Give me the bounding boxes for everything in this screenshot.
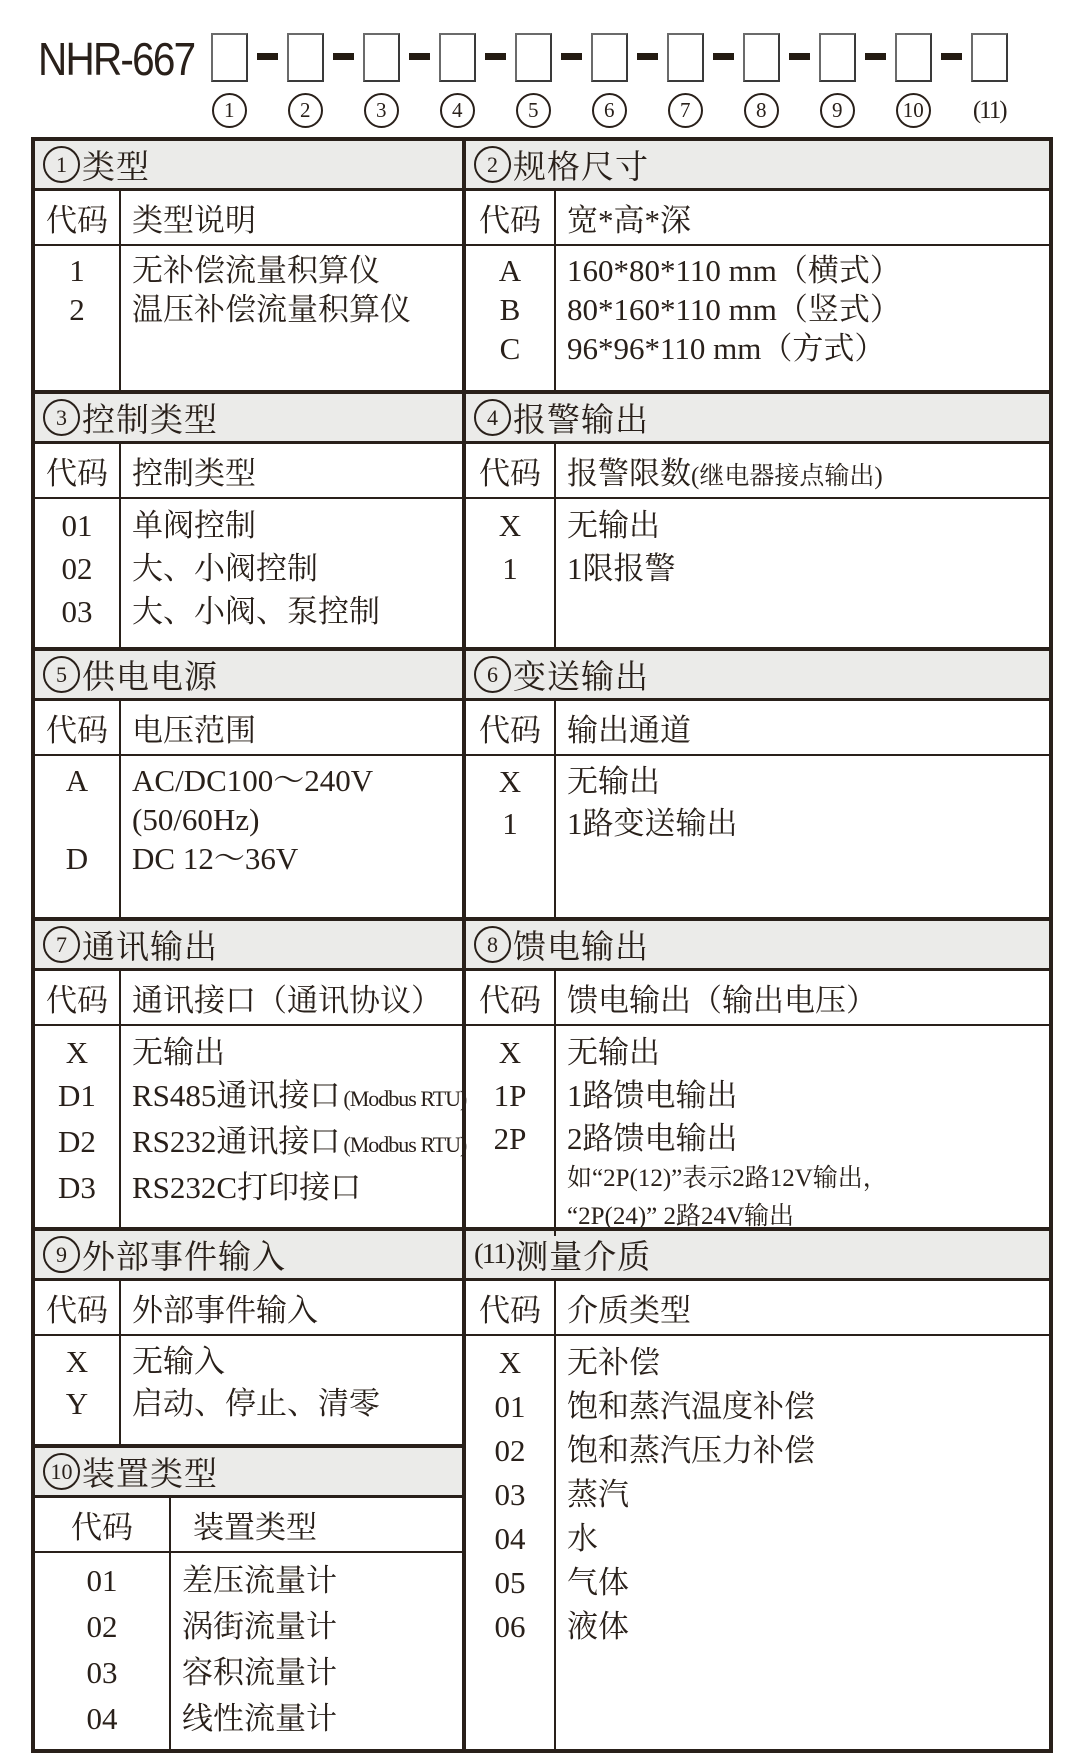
row-code: 2 (69, 292, 85, 327)
desc-header: 类型说明 (132, 203, 256, 238)
table-row (35, 290, 462, 329)
row-code: 01 (494, 1389, 526, 1424)
row-desc: 1限报警 (567, 551, 676, 586)
model-digit-slot (586, 28, 633, 128)
row-code: 04 (86, 1701, 118, 1736)
table-row (35, 1604, 462, 1650)
section-title: 类型 (82, 150, 150, 186)
row-desc: 无补偿流量积算仪 (132, 253, 380, 288)
section-header (35, 921, 462, 971)
row-desc: 差压流量计 (182, 1563, 337, 1598)
row-code: 01 (86, 1563, 118, 1598)
column-divider (119, 1281, 121, 1444)
row-desc: 饱和蒸汽温度补偿 (567, 1389, 815, 1424)
circled-number: 8 (744, 93, 779, 128)
row-desc: RS485通讯接口 (Modbus RTU) (132, 1078, 467, 1113)
row-code: 04 (494, 1521, 526, 1556)
row-desc: 气体 (567, 1565, 629, 1600)
row-desc: 液体 (567, 1609, 629, 1644)
model-digit-slot (814, 28, 861, 128)
model-number-strip (38, 28, 1013, 128)
row-code: C (499, 331, 521, 366)
section-header (35, 394, 462, 444)
row-code: X (498, 1345, 522, 1380)
row-desc: 大、小阀控制 (132, 551, 318, 586)
section-power-supply (35, 647, 462, 917)
dash-separator (485, 53, 506, 60)
row-desc: DC 12～36V (132, 841, 299, 876)
code-header: 代码 (46, 456, 108, 491)
desc-header: 装置类型 (193, 1510, 317, 1545)
row-desc: 80*160*110 mm（竖式） (567, 292, 901, 327)
dash-separator (713, 53, 734, 60)
row-desc: 单阀控制 (132, 508, 256, 543)
row-desc: 无输入 (132, 1344, 225, 1379)
section-number: 5 (43, 656, 80, 693)
section-device-type (35, 1444, 462, 1749)
column-divider (119, 444, 121, 647)
model-digit-box (591, 33, 628, 82)
column-divider (169, 1498, 171, 1749)
row-desc: 涡街流量计 (182, 1609, 337, 1644)
model-prefix: NHR-667 (38, 33, 195, 85)
section-title: 控制类型 (82, 403, 218, 439)
desc-header: 介质类型 (567, 1293, 691, 1328)
section-title: 外部事件输入 (82, 1240, 286, 1276)
code-header: 代码 (71, 1510, 133, 1545)
model-digit-box (895, 33, 932, 82)
dash-separator (941, 53, 962, 60)
model-digit-box (971, 33, 1008, 82)
section-number: 2 (474, 146, 511, 183)
row-code: X (65, 1035, 89, 1070)
row-desc-note: (Modbus RTU) (343, 1086, 467, 1111)
section-title: 供电电源 (82, 660, 218, 696)
table-row (35, 504, 462, 547)
position-number (668, 93, 703, 128)
column-divider (554, 444, 556, 647)
desc-header: 输出通道 (567, 713, 691, 748)
circled-number: 10 (896, 93, 931, 128)
section-transmit-output (466, 647, 1049, 917)
row-desc: 无输出 (132, 1035, 225, 1070)
circled-number: 5 (516, 93, 551, 128)
dash-separator (409, 53, 430, 60)
model-digit-slot (662, 28, 709, 128)
desc-header: 馈电输出（输出电压） (567, 983, 877, 1018)
section-header (35, 651, 462, 701)
model-digit-slots (206, 28, 1013, 128)
section-number: 10 (43, 1453, 80, 1490)
dash-separator (637, 53, 658, 60)
position-number (288, 93, 323, 128)
position-number (896, 93, 931, 128)
column-divider (119, 191, 121, 390)
row-code: X (498, 508, 522, 543)
row-desc: 无输出 (567, 508, 660, 543)
section-title: 变送输出 (513, 660, 649, 696)
row-code: X (65, 1344, 89, 1379)
section-communication-output (35, 917, 467, 1227)
row-code: D (65, 841, 89, 876)
code-header: 代码 (479, 713, 541, 748)
table-row (35, 800, 462, 839)
dash-separator (257, 53, 278, 60)
row-desc: 容积流量计 (182, 1655, 337, 1690)
section-title: 通讯输出 (82, 930, 218, 966)
section-alarm-output (466, 390, 1049, 647)
position-number (440, 93, 475, 128)
row-desc: “2P(24)” 2路24V输出 (567, 1203, 795, 1230)
model-digit-slot (282, 28, 329, 128)
column-divider (119, 971, 121, 1227)
section-number: 6 (474, 656, 511, 693)
section-header (35, 1448, 462, 1498)
circled-number: 9 (820, 93, 855, 128)
circled-number: 2 (288, 93, 323, 128)
section-number: 1 (43, 146, 80, 183)
table-row (35, 1650, 462, 1696)
desc-header: 电压范围 (132, 713, 256, 748)
table-row (35, 1383, 462, 1425)
desc-header: 宽*高*深 (567, 203, 691, 238)
section-title: 测量介质 (515, 1240, 652, 1276)
table-row (35, 1558, 462, 1604)
circled-number: 4 (440, 93, 475, 128)
section-header (35, 141, 462, 191)
section-type (35, 141, 462, 390)
row-code: 06 (494, 1609, 526, 1644)
row-code: 05 (494, 1565, 526, 1600)
model-digit-box (439, 33, 476, 82)
model-digit-box (743, 33, 780, 82)
dash-separator (561, 53, 582, 60)
section-header (466, 651, 1049, 701)
section-feed-power-output (466, 917, 1049, 1230)
model-digit-slot (510, 28, 557, 128)
row-code: X (498, 764, 522, 799)
section-dimensions (466, 141, 1049, 390)
section-number: 4 (474, 399, 511, 436)
row-code (466, 1198, 554, 1236)
code-header: 代码 (46, 713, 108, 748)
row-code: 1 (502, 806, 518, 841)
code-header: 代码 (479, 203, 541, 238)
section-header (466, 141, 1049, 191)
row-code: 02 (494, 1433, 526, 1468)
row-desc: 饱和蒸汽压力补偿 (567, 1433, 815, 1468)
circled-number: 1 (212, 93, 247, 128)
row-desc: 水 (567, 1521, 598, 1556)
row-desc: RS232通讯接口 (Modbus RTU) (132, 1124, 467, 1159)
row-code: 1P (493, 1078, 527, 1113)
section-header (466, 394, 1049, 444)
model-digit-box (667, 33, 704, 82)
model-digit-box (515, 33, 552, 82)
position-number (212, 93, 247, 128)
circled-number: 6 (592, 93, 627, 128)
model-digit-slot (966, 28, 1013, 128)
table-row (35, 1120, 467, 1166)
dash-separator (865, 53, 886, 60)
selection-table (31, 137, 1053, 1753)
column-divider (554, 701, 556, 917)
row-desc: 160*80*110 mm（横式） (567, 253, 901, 288)
row-code (466, 1160, 554, 1198)
row-code: 03 (494, 1477, 526, 1512)
section-number: 3 (43, 399, 80, 436)
row-code: 2P (493, 1121, 527, 1156)
row-desc-note: (Modbus RTU) (343, 1132, 467, 1157)
row-code: 01 (61, 508, 93, 543)
table-row (35, 1696, 462, 1742)
model-digit-slot (358, 28, 405, 128)
position-number (744, 93, 779, 128)
section-measured-medium (466, 1227, 1049, 1749)
row-desc: 1路变送输出 (567, 806, 738, 841)
desc-header: 外部事件输入 (132, 1293, 318, 1328)
desc-header-note: (继电器接点输出) (691, 463, 883, 490)
desc-header: 通讯接口（通讯协议） (132, 983, 442, 1018)
row-desc: 启动、停止、清零 (132, 1386, 380, 1421)
row-desc: 线性流量计 (182, 1701, 337, 1736)
code-header: 代码 (479, 1293, 541, 1328)
row-code: X (498, 1035, 522, 1070)
row-code: 03 (61, 594, 93, 629)
row-desc: 1路馈电输出 (567, 1078, 738, 1113)
model-digit-box (287, 33, 324, 82)
row-code: 03 (86, 1655, 118, 1690)
row-desc: 如“2P(12)”表示2路12V输出， (567, 1165, 888, 1192)
row-code (35, 800, 119, 839)
model-digit-slot (434, 28, 481, 128)
table-row (35, 1166, 462, 1209)
position-number (592, 93, 627, 128)
table-row (35, 590, 462, 633)
row-code: 1 (69, 253, 85, 288)
code-header: 代码 (479, 983, 541, 1018)
table-left-column (35, 141, 467, 1749)
row-desc: 无输出 (567, 764, 660, 799)
dash-separator (333, 53, 354, 60)
row-desc: 大、小阀、泵控制 (132, 594, 380, 629)
row-code: 02 (86, 1609, 118, 1644)
model-digit-box (819, 33, 856, 82)
column-divider (554, 1281, 556, 1749)
section-title: 报警输出 (513, 403, 649, 439)
row-desc: (50/60Hz) (132, 802, 260, 837)
row-desc: 蒸汽 (567, 1477, 629, 1512)
row-code: D3 (58, 1170, 96, 1205)
dash-separator (789, 53, 810, 60)
model-digit-slot (890, 28, 937, 128)
row-code: Y (65, 1386, 89, 1421)
section-number: 9 (43, 1236, 80, 1273)
model-digit-slot (206, 28, 253, 128)
code-header: 代码 (46, 983, 108, 1018)
section-control-type (35, 390, 462, 647)
code-header: 代码 (479, 456, 541, 491)
section-number: 7 (43, 926, 80, 963)
circled-number: 7 (668, 93, 703, 128)
section-header (466, 1231, 1049, 1281)
section-title: 规格尺寸 (513, 150, 649, 186)
section-number: 8 (474, 926, 511, 963)
parenthesized-number: (11) (972, 97, 1006, 124)
position-number (973, 93, 1006, 128)
row-code: D2 (58, 1124, 96, 1159)
row-code: B (499, 292, 521, 327)
column-divider (119, 701, 121, 917)
row-desc: AC/DC100～240V (132, 763, 374, 798)
row-desc: 无补偿 (567, 1345, 660, 1380)
table-row (35, 547, 462, 590)
code-header: 代码 (46, 203, 108, 238)
table-row (35, 251, 462, 290)
column-divider (554, 191, 556, 390)
section-external-event-input (35, 1227, 462, 1444)
section-header (466, 921, 1049, 971)
code-header: 代码 (46, 1293, 108, 1328)
row-code: 1 (502, 551, 518, 586)
section-header (35, 1231, 462, 1281)
model-digit-box (211, 33, 248, 82)
position-number (516, 93, 551, 128)
row-desc: 无输出 (567, 1035, 660, 1070)
table-row (35, 761, 462, 800)
table-row (35, 1341, 462, 1383)
row-desc: 96*96*110 mm（方式） (567, 331, 886, 366)
column-divider (554, 971, 556, 1236)
model-digit-box (363, 33, 400, 82)
row-desc: RS232C打印接口 (132, 1170, 362, 1205)
position-number (364, 93, 399, 128)
section-title: 馈电输出 (513, 930, 649, 966)
row-code: A (498, 253, 522, 288)
circled-number: 3 (364, 93, 399, 128)
model-digit-slot (738, 28, 785, 128)
desc-header: 报警限数 (继电器接点输出) (567, 456, 883, 491)
table-row (35, 1074, 467, 1120)
row-desc: 温压补偿流量积算仪 (132, 292, 411, 327)
table-row (35, 839, 462, 878)
section-title: 装置类型 (82, 1457, 218, 1493)
desc-header: 控制类型 (132, 456, 256, 491)
section-number: (11) (474, 1238, 514, 1270)
row-desc: 2路馈电输出 (567, 1121, 738, 1156)
row-code: A (65, 763, 89, 798)
table-row (35, 1031, 462, 1074)
position-number (820, 93, 855, 128)
table-right-column (462, 141, 1049, 1749)
row-code: D1 (58, 1078, 96, 1113)
row-code: 02 (61, 551, 93, 586)
